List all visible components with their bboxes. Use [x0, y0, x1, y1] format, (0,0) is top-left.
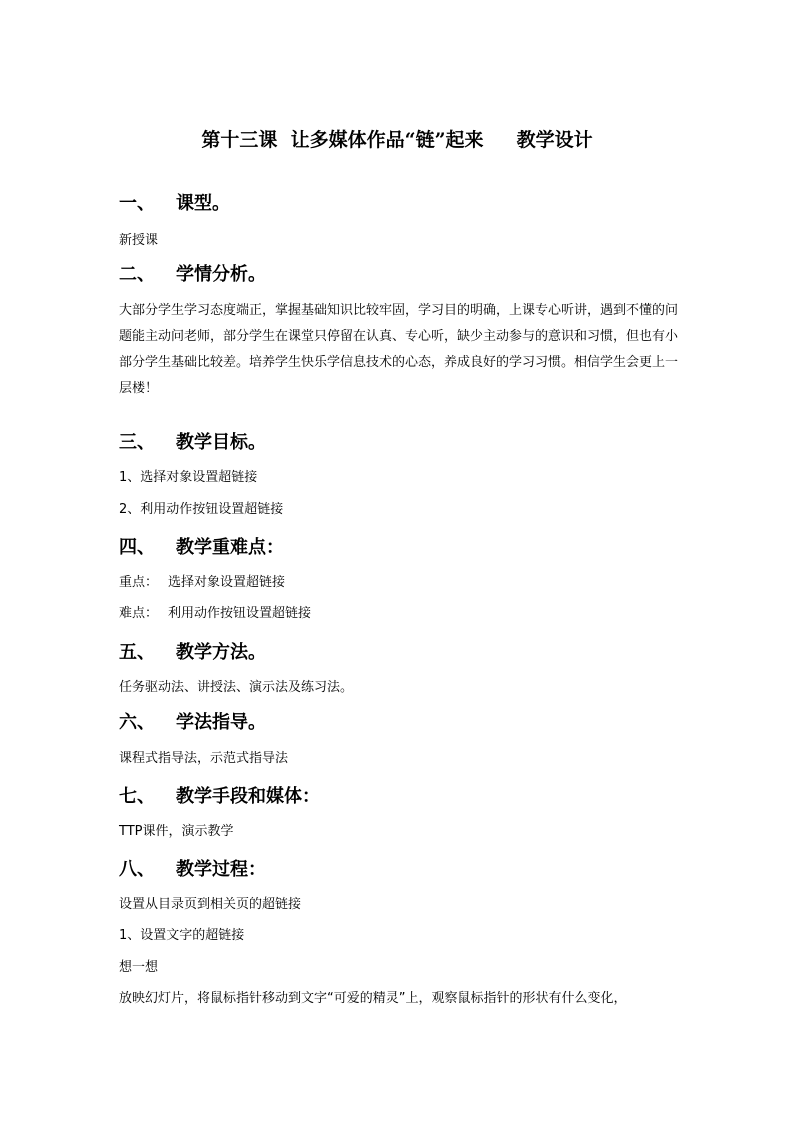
section-text: 1、设置文字的超链接: [119, 928, 245, 943]
section-text: 设置从目录页到相关页的超链接: [119, 897, 302, 912]
key-point-label: 重点：: [119, 575, 159, 590]
section-text: 新授课: [119, 233, 159, 248]
difficulty-value: 利用动作按钮设置超链接: [168, 606, 312, 621]
section-number: 三、: [119, 432, 155, 453]
section-heading-2: [119, 262, 266, 288]
section-title: 教学手段和媒体：: [176, 786, 320, 807]
section-number: 四、: [119, 537, 155, 558]
section-heading-4: [119, 535, 284, 561]
document-title: 第十三课 让多媒体作品“链”起来 教学设计: [201, 129, 593, 151]
section-title: 学情分析。: [176, 264, 266, 285]
section-text: 放映幻灯片，将鼠标指针移动到文字“可爱的精灵”上，观察鼠标指针的形状有什么变化，: [119, 991, 627, 1006]
section-text: 课程式指导法，示范式指导法: [119, 751, 289, 766]
section-text: 想一想: [119, 960, 159, 975]
section-title: 学法指导。: [176, 712, 266, 733]
section-heading-7: [119, 784, 320, 810]
difficulty-row: [119, 604, 311, 624]
section-heading-5: [119, 640, 266, 666]
section-number: 五、: [119, 642, 155, 663]
section-title: 教学目标。: [176, 432, 266, 453]
section-text: 2、利用动作按钮设置超链接: [119, 502, 284, 517]
section-heading-8: [119, 857, 266, 883]
section-heading-3: [119, 430, 266, 456]
section-number: 一、: [119, 193, 155, 214]
section-heading-6: [119, 710, 266, 736]
section-text: 1、选择对象设置超链接: [119, 470, 258, 485]
difficulty-label: 难点：: [119, 606, 159, 621]
section-paragraph: 大部分学生学习态度端正，掌握基础知识比较牢固，学习目的明确，上课专心听讲，遇到不懂的问题能主动问老师，部分学生在课堂只停留在认真、专心听，缺少主动参与的意识和习惯，但也有小部分学生基础比较差。培养学生快乐学信息技术的心态，养成良好的学习习惯。相信学生会更上一层楼！: [119, 303, 679, 396]
section-text: TTP课件，演示教学: [119, 824, 234, 839]
section-number: 七、: [119, 786, 155, 807]
section-heading-1: [119, 191, 230, 217]
section-title: 教学重难点：: [176, 537, 284, 558]
section-title: 课型。: [176, 193, 230, 214]
section-text: 任务驱动法、讲授法、演示法及练习法。: [119, 680, 354, 695]
section-number: 六、: [119, 712, 155, 733]
section-title: 教学方法。: [176, 642, 266, 663]
section-title: 教学过程：: [176, 859, 266, 880]
key-point-row: [119, 573, 285, 593]
section-number: 八、: [119, 859, 155, 880]
key-point-value: 选择对象设置超链接: [168, 575, 286, 590]
section-number: 二、: [119, 264, 155, 285]
